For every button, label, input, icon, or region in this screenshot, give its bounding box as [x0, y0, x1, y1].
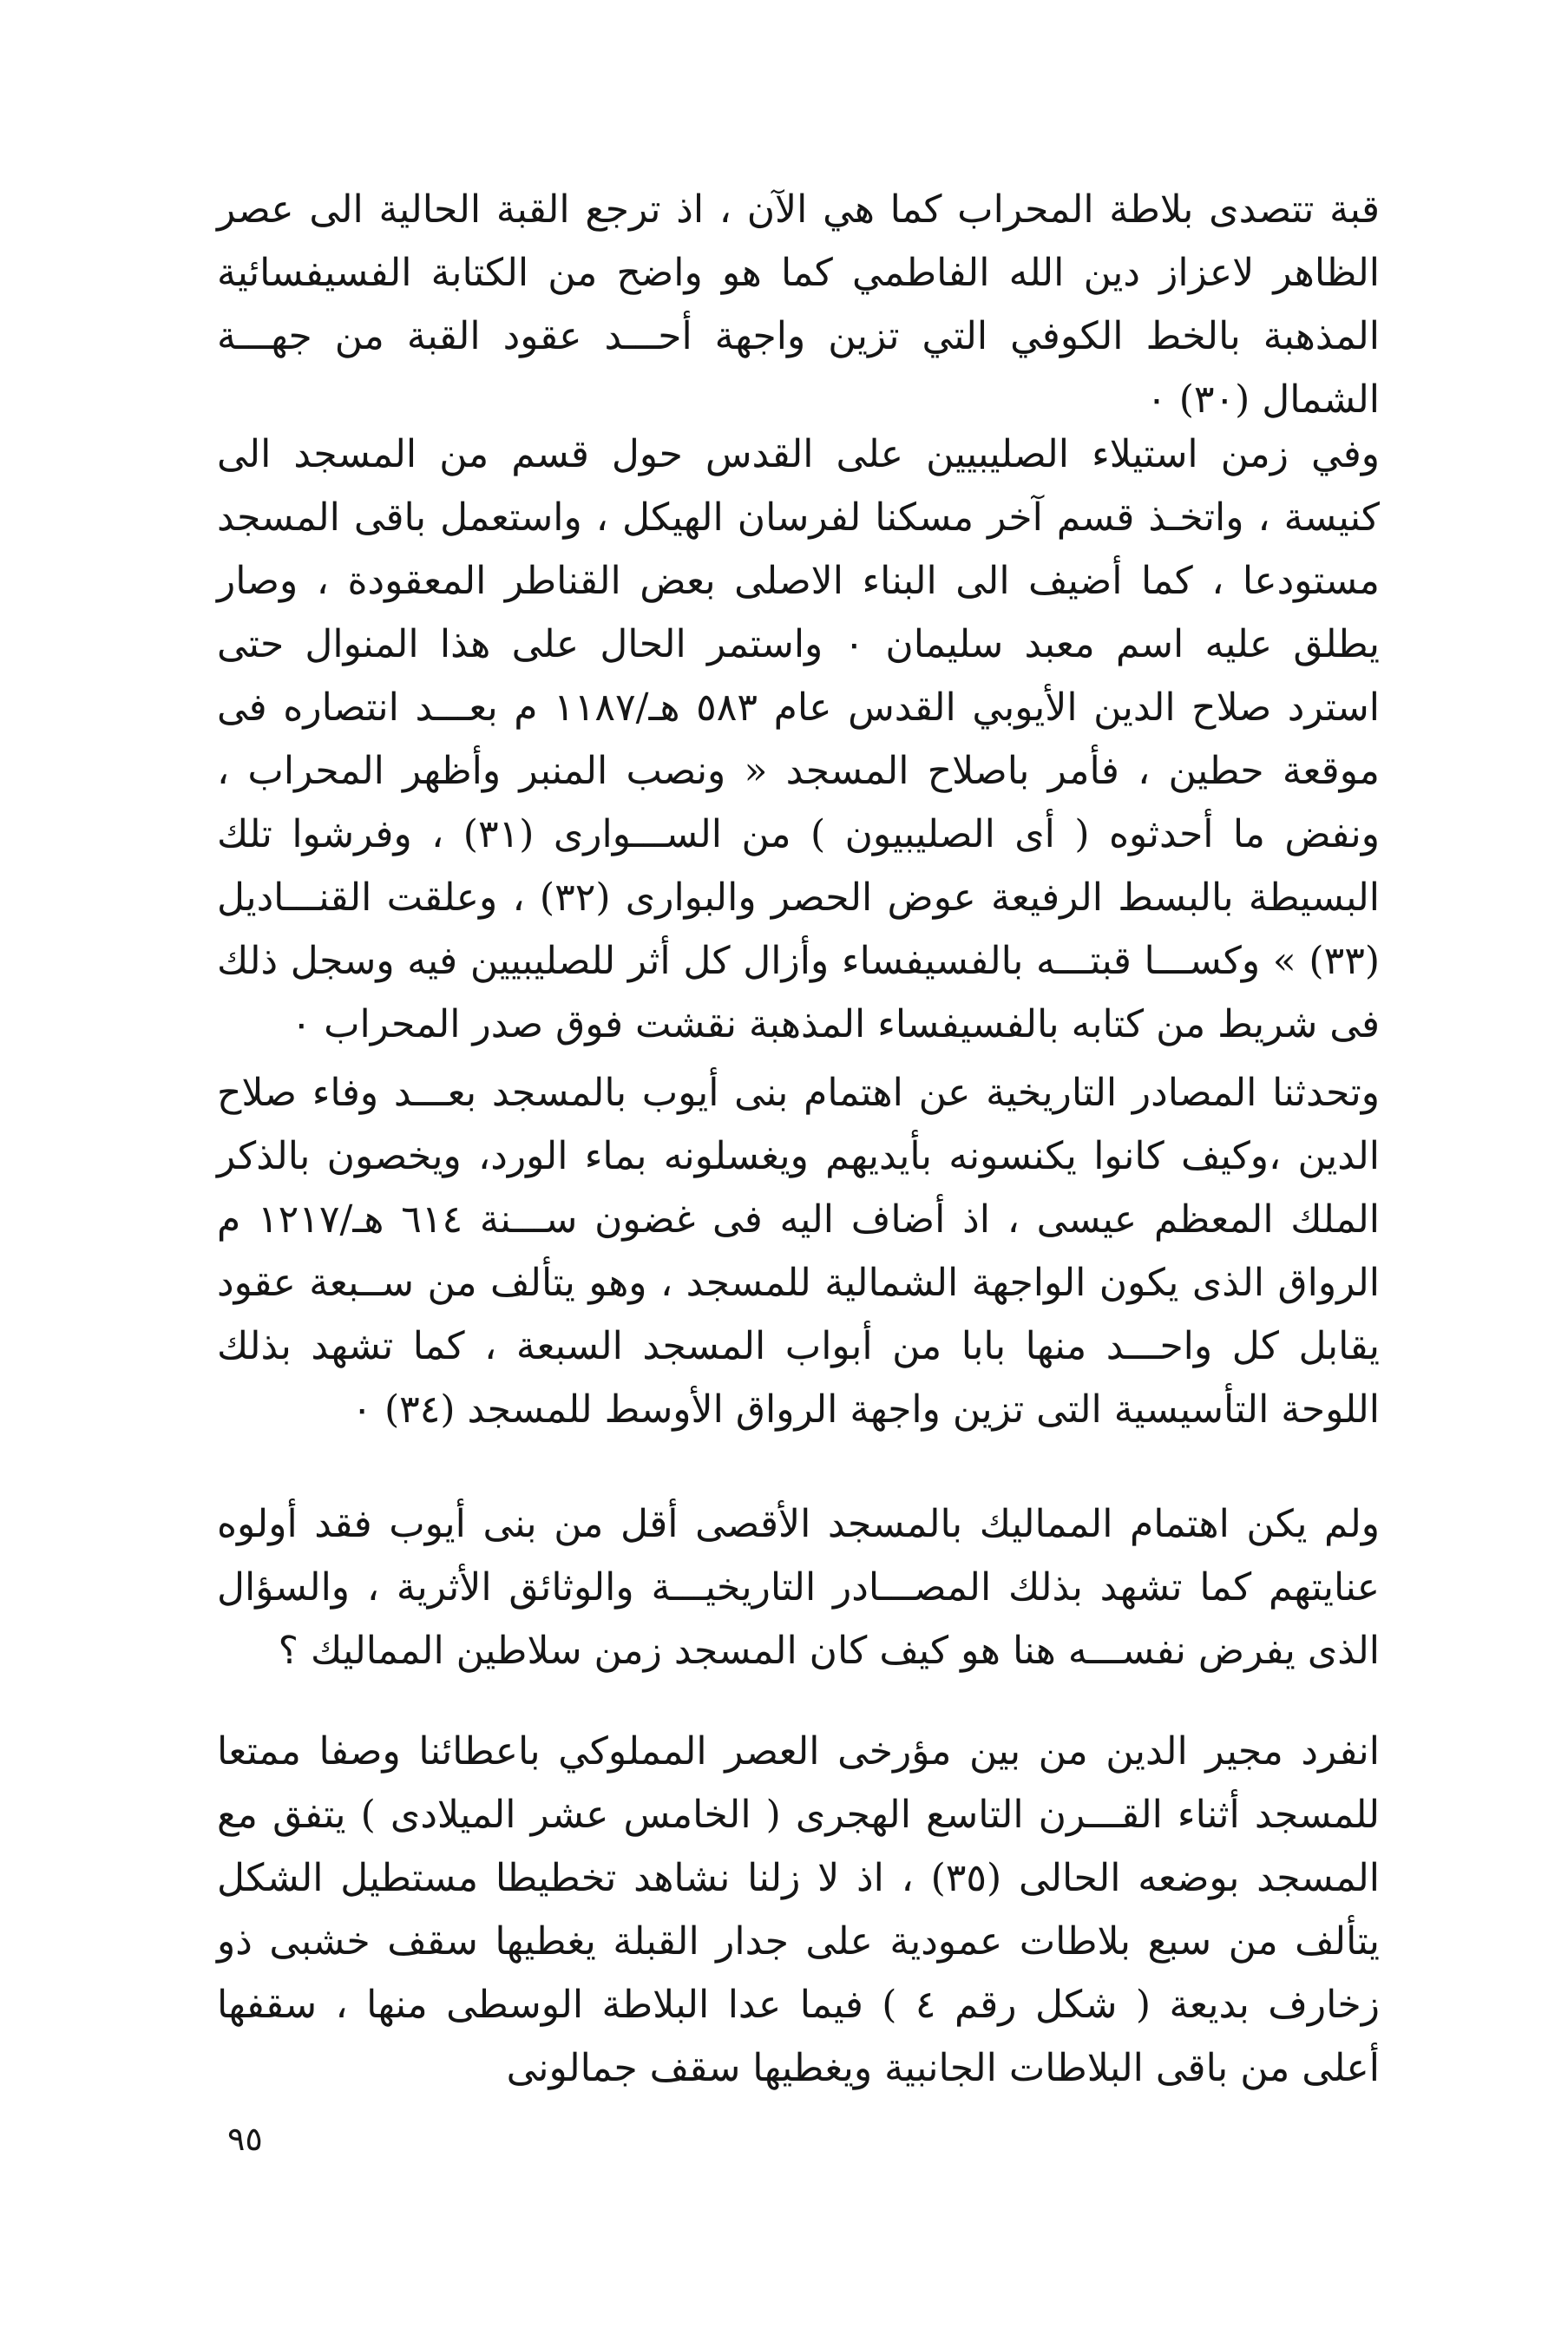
paragraph-4-text: ولم يكن اهتمام المماليك بالمسجد الأقصى أقل من بنى أيوب فقد أولوه عنايتهم كما تشهد بذلك المصـــادر التاريخيـــة والوثائق الأثرية ، والسؤال الذى يفرض نفســـه هنا هو كيف كان المسجد زمن سلاطين المماليك ؟	[217, 1502, 1380, 1673]
paragraph-5	[217, 1720, 1380, 2100]
paragraph-2-text: وفي زمن استيلاء الصليبيين على القدس حول قسم من المسجد الى كنيسة ، واتخـذ قسم آخر مسكنا لفرسان الهيكل ، واستعمل باقى المسجد مستودعا ، كما أضيف الى البناء الاصلى بعض القناطر المعقودة ، وصار يطلق عليه اسم معبد سليمان ٠ واستمر الحال على هذا المنوال حتى استرد صلاح الدين الأيوبي القدس عام ٥٨٣ هـ/١١٨٧ م بعـــد انتصاره فى موقعة حطين ، فأمر باصلاح المسجد « ونصب المنبر وأظهر المحراب ، ونفض ما أحدثوه ( أى الصليبيون ) من الســـوارى (٣١) ، وفرشوا تلك البسيطة بالبسط الرفيعة عوض الحصر والبوارى (٣٢) ، وعلقت القنـــاديل (٣٣) » وكســـا قبتـــه بالفسيفساء وأزال كل أثر للصليبيين فيه وسجل ذلك فى شريط من كتابه بالفسيفساء المذهبة نقشت فوق صدر المحراب ٠	[217, 432, 1380, 1046]
paragraph-1	[217, 178, 1380, 431]
paragraph-1-text: قبة تتصدى بلاطة المحراب كما هي الآن ، اذ ترجع القبة الحالية الى عصر الظاهر لاعزاز دين الله الفاطمي كما هو واضح من الكتابة الفسيفسائية المذهبة بالخط الكوفي التي تزين واجهة أحـــد عقود القبة من جهـــة الشمال (٣٠) ٠	[217, 187, 1380, 422]
paragraph-2	[217, 423, 1380, 1056]
paragraph-3	[217, 1061, 1380, 1441]
page-number: ٩٥	[227, 2120, 263, 2158]
paragraph-4	[217, 1492, 1380, 1682]
paragraph-3-text: وتحدثنا المصادر التاريخية عن اهتمام بنى أيوب بالمسجد بعـــد وفاء صلاح الدين ،وكيف كانوا يكنسونه بأيديهم ويغسلونه بماء الورد، ويخصون بالذكر الملك المعظم عيسى ، اذ أضاف اليه فى غضون ســـنة ٦١٤ هـ/١٢١٧ م الرواق الذى يكون الواجهة الشمالية للمسجد ، وهو يتألف من ســبعة عقود يقابل كل واحـــد منها بابا من أبواب المسجد السبعة ، كما تشهد بذلك اللوحة التأسيسية التى تزين واجهة الرواق الأوسط للمسجد (٣٤) ٠	[217, 1071, 1381, 1432]
paragraph-5-text: انفرد مجير الدين من بين مؤرخى العصر المملوكي باعطائنا وصفا ممتعا للمسجد أثناء القـــرن التاسع الهجرى ( الخامس عشر الميلادى ) يتفق مع المسجد بوضعه الحالى (٣٥) ، اذ لا زلنا نشاهد تخطيطا مستطيل الشكل يتألف من سبع بلاطات عمودية على جدار القبلة يغطيها سقف خشبى ذو زخارف بديعة ( شكل رقم ٤ ) فيما عدا البلاطة الوسطى منها ، سقفها أعلى من باقى البلاطات الجانبية ويغطيها سقف جمالونى	[217, 1729, 1380, 2090]
